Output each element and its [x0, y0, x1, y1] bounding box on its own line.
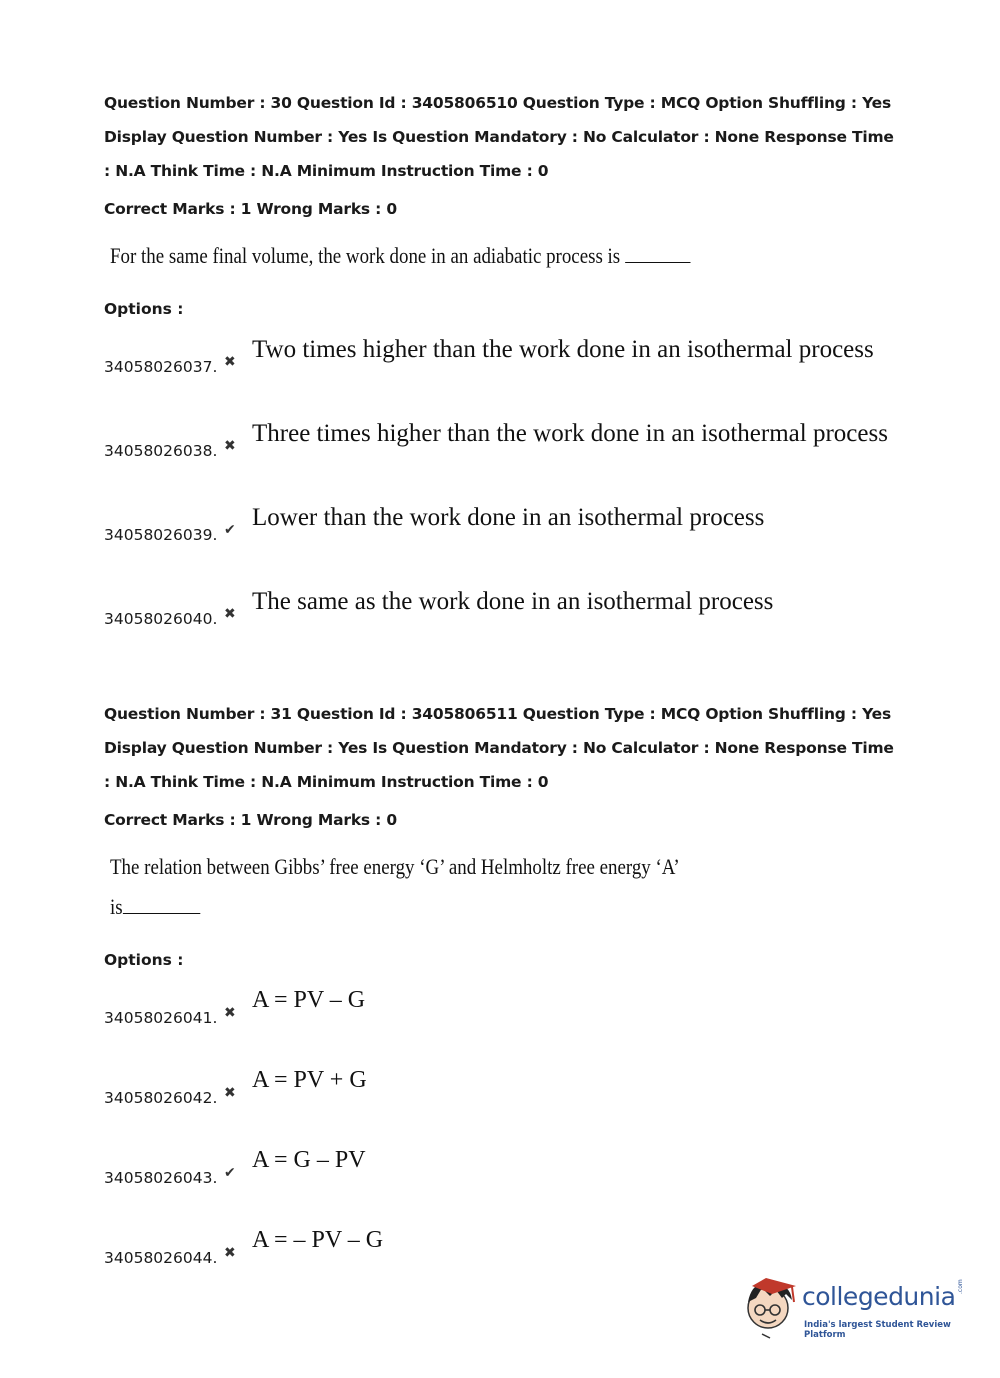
meta-line: Display Question Number : Yes Is Question Mandatory : No Calculator : None Response Time: [104, 128, 894, 146]
cross-icon: ✖: [224, 1245, 236, 1261]
option-id: 34058026039.: [104, 526, 218, 544]
option-row: [104, 987, 924, 1071]
meta-line: Question Number : 31 Question Id : 3405806511 Question Type : MCQ Option Shuffling : Yes: [104, 705, 892, 723]
marks-line: Correct Marks : 1 Wrong Marks : 0: [104, 811, 397, 829]
option-text: Two times higher than the work done in an isothermal process: [252, 336, 874, 363]
cross-icon: ✖: [224, 438, 236, 454]
question-block: [104, 697, 924, 1311]
question-block: [104, 86, 924, 676]
question-text-line: The relation between Gibbs’ free energy ‘G’ and Helmholtz free energy ‘A’: [110, 854, 680, 879]
answer-blank: [625, 242, 690, 263]
meta-line: Question Number : 30 Question Id : 3405806510 Question Type : MCQ Option Shuffling : Yes: [104, 94, 892, 112]
option-text: A = PV – G: [252, 987, 366, 1013]
collegedunia-logo: [742, 1272, 972, 1342]
option-text: Three times higher than the work done in an isothermal process: [252, 420, 888, 447]
cross-icon: ✖: [224, 354, 236, 370]
meta-line: Display Question Number : Yes Is Question Mandatory : No Calculator : None Response Time: [104, 739, 894, 757]
meta-line: : N.A Think Time : N.A Minimum Instruction Time : 0: [104, 773, 549, 791]
question-meta: [104, 86, 924, 188]
option-row: [104, 1067, 924, 1151]
check-icon: ✔: [224, 1165, 236, 1181]
option-text: A = G – PV: [252, 1147, 366, 1173]
graduate-face-icon: [742, 1272, 800, 1342]
option-row: [104, 336, 924, 424]
option-id: 34058026038.: [104, 442, 218, 460]
option-row: [104, 588, 924, 676]
options-list: [104, 987, 924, 1311]
option-id: 34058026042.: [104, 1089, 218, 1107]
question-text: [110, 847, 810, 927]
options-label: Options :: [104, 951, 184, 969]
cross-icon: ✖: [224, 1085, 236, 1101]
option-id: 34058026037.: [104, 358, 218, 376]
cross-icon: ✖: [224, 1005, 236, 1021]
option-text: A = – PV – G: [252, 1227, 384, 1253]
option-text: Lower than the work done in an isothermal process: [252, 504, 765, 531]
question-text: [110, 236, 810, 276]
question-text-line: is: [110, 894, 123, 919]
question-text-line: For the same final volume, the work done in an adiabatic process is: [110, 243, 621, 268]
options-label: Options :: [104, 300, 184, 318]
option-id: 34058026041.: [104, 1009, 218, 1027]
logo-tagline: India's largest Student Review Platform: [804, 1320, 951, 1340]
cross-icon: ✖: [224, 606, 236, 622]
option-id: 34058026043.: [104, 1169, 218, 1187]
option-row: [104, 1147, 924, 1231]
logo-suffix: .com: [957, 1279, 964, 1294]
option-id: 34058026040.: [104, 610, 218, 628]
options-list: [104, 336, 924, 676]
answer-blank: [123, 893, 200, 914]
option-text: A = PV + G: [252, 1067, 367, 1093]
meta-line: : N.A Think Time : N.A Minimum Instruction Time : 0: [104, 162, 549, 180]
question-meta: [104, 697, 924, 799]
marks-line: Correct Marks : 1 Wrong Marks : 0: [104, 200, 397, 218]
option-row: [104, 504, 924, 592]
check-icon: ✔: [224, 522, 236, 538]
option-id: 34058026044.: [104, 1249, 218, 1267]
option-text: The same as the work done in an isothermal process: [252, 588, 774, 615]
logo-name: collegedunia: [802, 1282, 956, 1311]
option-row: [104, 420, 924, 508]
